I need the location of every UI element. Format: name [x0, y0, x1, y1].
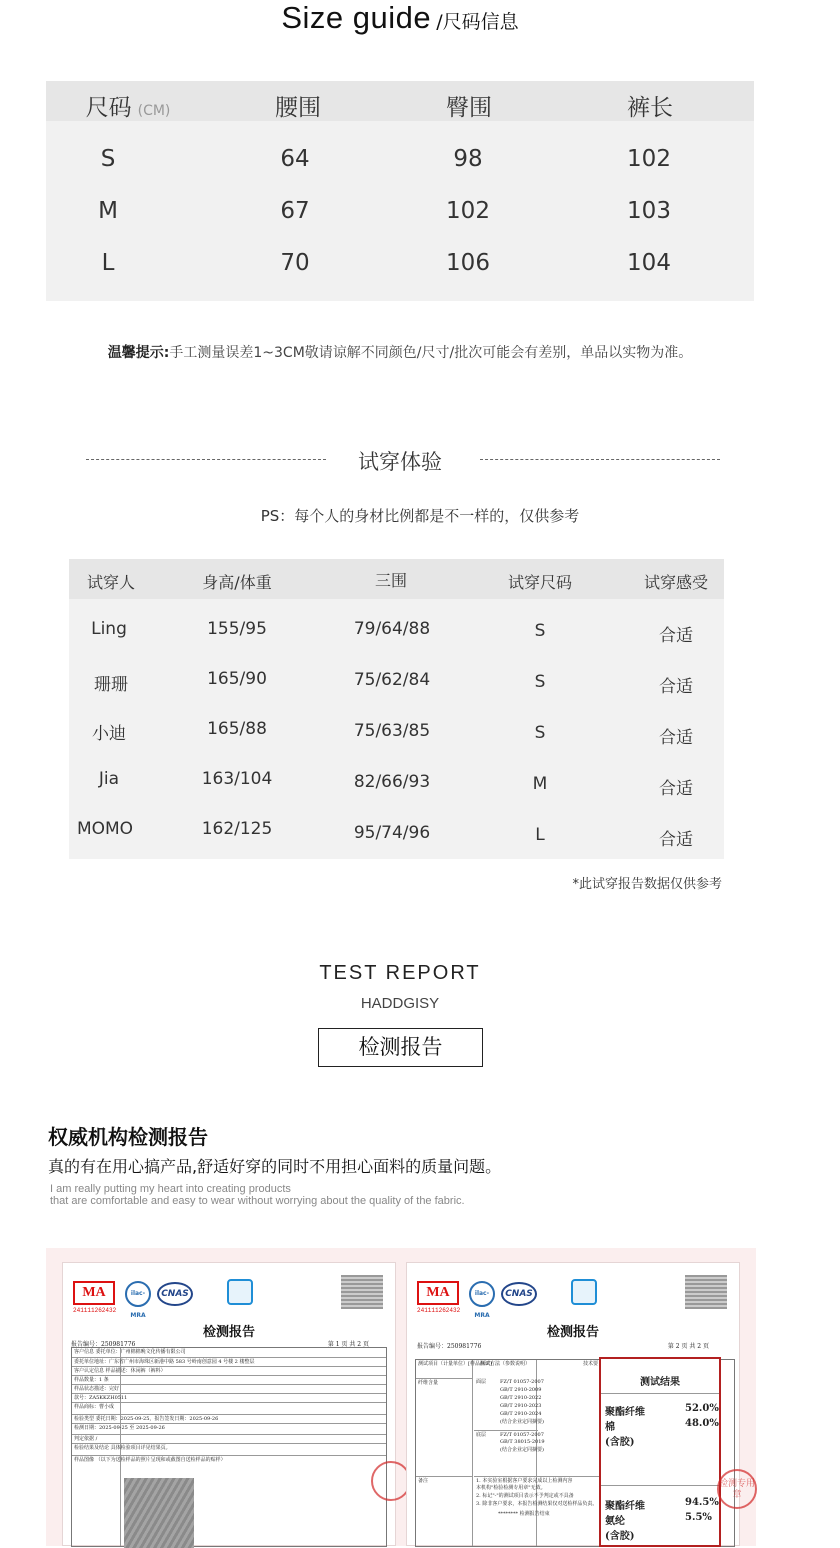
- size-row-m-length: 103: [627, 198, 671, 224]
- size-row-m-waist: 67: [280, 198, 310, 224]
- doc1-row: 判定依据 /: [72, 1434, 386, 1443]
- doc2-remark: 2. 标记"-"的测试项目表示不予判定或不具备: [476, 1493, 574, 1499]
- size-row-s-waist: 64: [280, 146, 310, 172]
- doc2-remark: 1. 本实验室根据客户要求完成以上检测内容: [474, 1476, 604, 1485]
- doc1-table: [71, 1347, 387, 1547]
- doc2-remark: 本机构"检验检测专用章"无效。: [476, 1485, 546, 1491]
- tryon-row-1-measurements: 79/64/88: [353, 619, 431, 639]
- size-table: [46, 81, 754, 301]
- doc2-row-item: 纤维含量: [416, 1378, 472, 1387]
- tryon-row-4-height-weight: 163/104: [201, 769, 273, 789]
- tip-text: 手工测量误差1~3CM敬请谅解不同颜色/尺寸/批次可能会有差别，单品以实物为准。: [169, 345, 693, 361]
- tryon-row-1-height-weight: 155/95: [207, 619, 267, 639]
- qr-code-icon: [685, 1275, 727, 1309]
- tryon-row-4-feeling: 合适: [659, 779, 693, 799]
- measure-tip: [0, 342, 800, 362]
- tryon-row-2-size: S: [534, 672, 546, 692]
- size-row-l-length: 104: [627, 250, 671, 276]
- size-row-s-size: S: [100, 146, 116, 172]
- result2-name: (含胶): [605, 1531, 635, 1542]
- size-header-size: 尺码 (CM): [85, 95, 171, 121]
- tryon-row-2-person: 珊珊: [94, 675, 128, 695]
- cnas-logo: CNAS: [157, 1282, 193, 1306]
- size-row-l-hip: 106: [446, 250, 490, 276]
- result1-name: 棉: [605, 1422, 615, 1433]
- tryon-row-5-height-weight: 162/125: [201, 819, 273, 839]
- doc2-std: GB/T 2910-2009: [500, 1387, 542, 1393]
- tryon-row-2-measurements: 75/62/84: [353, 670, 431, 690]
- tryon-note: *此试穿报告数据仅供参考: [572, 877, 722, 892]
- tryon-table: [69, 559, 724, 859]
- cma-logo: MA: [417, 1281, 459, 1305]
- tryon-row-3-measurements: 75/63/85: [353, 721, 431, 741]
- result2-name: 聚酯纤维: [605, 1501, 645, 1512]
- tryon-header-measurements: 三围: [374, 571, 407, 590]
- doc1-report-number: 报告编号：250981776: [71, 1341, 136, 1348]
- authority-description: 真的有在用心搞产品,舒适好穿的同时不用担心面料的质量问题。: [48, 1157, 502, 1176]
- result1-value: 52.0%: [685, 1403, 719, 1414]
- tryon-row-3-person: 小迪: [92, 724, 126, 744]
- tryon-row-5-size: L: [535, 825, 545, 845]
- inspection-stamp: [371, 1461, 411, 1501]
- ilac-mra-logo: ilac-MRA: [469, 1281, 495, 1307]
- certification-seal-icon: [571, 1279, 597, 1305]
- doc1-row: 客户认定信息 样品描述：休闲裤（裤料）: [72, 1366, 386, 1375]
- size-table-header: [46, 81, 754, 121]
- result1-name: (含胶): [605, 1437, 635, 1448]
- doc1-row: 检测日期：2025-09-25 至 2025-09-26: [72, 1423, 386, 1432]
- size-header-waist: 腰围: [275, 95, 321, 121]
- size-row-s-hip: 98: [453, 146, 483, 172]
- authority-title: 权威机构检测报告: [48, 1125, 208, 1149]
- cnas-logo: CNAS: [501, 1282, 537, 1306]
- size-row-l-waist: 70: [280, 250, 310, 276]
- inspection-stamp: 检测专用章: [717, 1469, 757, 1509]
- tryon-header-height-weight: 身高/体重: [202, 573, 272, 592]
- tryon-title: 试穿体验: [358, 450, 442, 474]
- tryon-row-2-height-weight: 165/90: [207, 669, 267, 689]
- doc1-row: 样品数量：1 条: [72, 1375, 386, 1384]
- doc1-row: 委托单位地址：广东省广州市海珠区新港中路 583 号岭南创意园 4 号楼 2 楼整层: [72, 1357, 386, 1366]
- tryon-row-3-feeling: 合适: [659, 728, 693, 748]
- size-header-hip: 臀围: [446, 95, 492, 121]
- doc2-row-part-surface: 面层: [476, 1379, 487, 1385]
- doc2-std: FZ/T 01057-2007: [500, 1379, 544, 1385]
- doc1-row: 检验结果及结论 具体检验项目详见结果页。: [72, 1443, 386, 1452]
- doc2-page-number: 第 2 页 共 2 页: [667, 1343, 709, 1350]
- test-report-title: TEST REPORT: [319, 962, 481, 984]
- tryon-row-1-feeling: 合适: [659, 626, 693, 646]
- doc1-row: 样品状态描述：完好: [72, 1384, 386, 1393]
- result1-value: 48.0%: [685, 1418, 719, 1429]
- doc1-page-number: 第 1 页 共 2 页: [327, 1341, 369, 1348]
- fabric-sample-image: [124, 1478, 194, 1548]
- doc2-std: GB/T 2910-2022: [500, 1395, 542, 1401]
- tryon-row-2-feeling: 合适: [659, 677, 693, 697]
- authority-en-line-1: I am really putting my heart into creating products: [50, 1183, 291, 1195]
- tryon-row-1-size: S: [534, 621, 546, 641]
- doc1-row: 客户信息 委托单位：广州棉棉晚文化传播有限公司: [74, 1349, 186, 1355]
- doc1-heading: 检测报告: [202, 1325, 255, 1340]
- test-report-page-1: [62, 1262, 396, 1546]
- test-report-cn-box: 检测报告: [318, 1028, 483, 1067]
- doc2-row-part-lining: 底层: [474, 1430, 498, 1439]
- tryon-row-4-size: M: [532, 774, 548, 794]
- tryon-table-header: [69, 559, 724, 599]
- cma-logo: MA: [73, 1281, 115, 1305]
- cma-number: 241111262432: [417, 1307, 461, 1314]
- doc2-std: GB/T 2910-2024: [500, 1411, 542, 1417]
- size-guide-title: [0, 0, 800, 36]
- ilac-mra-logo: ilac-MRA: [125, 1281, 151, 1307]
- doc2-col-header: 测试方法（参数说明）: [480, 1361, 531, 1367]
- size-header-length: 裤长: [627, 95, 673, 121]
- doc2-std: GB/T 2910-2023: [500, 1403, 542, 1409]
- cma-number: 241111262432: [73, 1307, 117, 1314]
- tryon-row-5-feeling: 合适: [659, 830, 693, 850]
- doc2-remark: 3. 除非客户要求，本报告检测结果仅对送检样品负责。: [476, 1501, 598, 1507]
- result2-name: 氨纶: [605, 1516, 625, 1527]
- tryon-ps: PS：每个人的身材比例都是不一样的，仅供参考: [260, 507, 580, 525]
- brand-name: HADDGISY: [360, 995, 440, 1012]
- authority-description-en: [50, 1183, 465, 1207]
- result2-value: 94.5%: [685, 1497, 719, 1508]
- doc2-col-header: 测试项目（计量单位）[样品标识]: [418, 1361, 492, 1367]
- doc2-std: (结合企业定同摘要): [500, 1419, 544, 1425]
- test-result-highlight: [599, 1357, 721, 1547]
- test-result-title: 测试结果: [640, 1377, 680, 1388]
- tryon-row-3-size: S: [534, 723, 546, 743]
- doc2-std: GB/T 38015-2019: [500, 1439, 545, 1445]
- size-row-m-size: M: [98, 198, 118, 224]
- doc2-end-text: ******** 检测报告结束: [498, 1511, 550, 1517]
- size-guide-title-en: Size guide: [281, 0, 432, 35]
- doc2-col-header: 技术要: [583, 1361, 599, 1367]
- tryon-row-5-person: MOMO: [76, 819, 134, 839]
- tryon-row-4-person: Jia: [98, 769, 120, 789]
- tryon-header-person: 试穿人: [86, 573, 135, 592]
- tryon-header-feeling: 试穿感受: [643, 573, 708, 592]
- divider-right: [480, 459, 720, 460]
- doc2-heading: 检测报告: [546, 1325, 599, 1340]
- tryon-row-4-measurements: 82/66/93: [353, 772, 431, 792]
- doc1-row: 样品商标：曹小成: [72, 1402, 386, 1411]
- tip-label: 温馨提示:: [107, 345, 170, 361]
- result1-name: 聚酯纤维: [605, 1407, 645, 1418]
- authority-en-line-2: that are comfortable and easy to wear without worrying about the quality of the fabric.: [50, 1195, 465, 1207]
- doc2-std: (结合企业定同摘要): [500, 1447, 544, 1453]
- doc2-std: FZ/T 01057-2007: [500, 1432, 544, 1438]
- certification-seal-icon: [227, 1279, 253, 1305]
- tryon-header-size: 试穿尺码: [507, 573, 572, 592]
- tryon-row-1-person: Ling: [91, 619, 127, 639]
- size-row-l-size: L: [101, 250, 115, 276]
- result2-value: 5.5%: [685, 1512, 712, 1523]
- qr-code-icon: [341, 1275, 383, 1309]
- size-row-m-hip: 102: [446, 198, 490, 224]
- doc1-row: 样品图像 （以下为送检样品的照片呈现和或截图自送检样品的贴样）: [72, 1455, 386, 1464]
- doc2-report-number: 报告编号：250981776: [417, 1343, 482, 1350]
- doc1-row: 款号：ZA5KKZH0511: [72, 1393, 386, 1402]
- doc2-remark-label: 备注: [416, 1476, 472, 1485]
- doc1-row: 检验类型 委托日期：2025-09-25，报告签发日期：2025-09-26: [72, 1414, 386, 1423]
- size-row-s-length: 102: [627, 146, 671, 172]
- tryon-row-3-height-weight: 165/88: [207, 719, 267, 739]
- test-report-page-2: [406, 1262, 756, 1546]
- size-guide-title-cn: /尺码信息: [436, 11, 519, 33]
- size-unit: (CM): [137, 103, 171, 119]
- tryon-row-5-measurements: 95/74/96: [353, 823, 431, 843]
